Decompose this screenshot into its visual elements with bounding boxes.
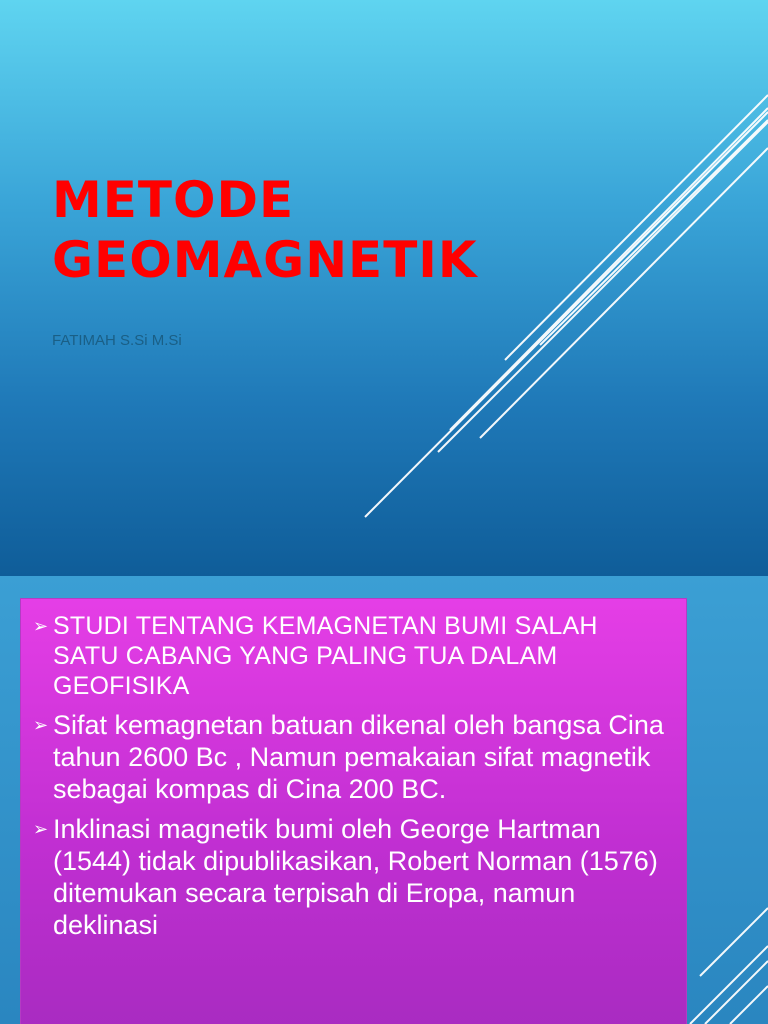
bullet-list	[21, 599, 686, 941]
bullet-item	[33, 611, 668, 701]
content-panel	[20, 598, 687, 1024]
arrow-bullet-icon: ➢	[33, 616, 49, 636]
bullet-item	[33, 813, 668, 941]
content-slide	[0, 576, 768, 1024]
slide-subtitle: FATIMAH S.Si M.Si	[52, 332, 182, 349]
arrow-bullet-icon: ➢	[33, 715, 49, 735]
bullet-text: Sifat kemagnetan batuan dikenal oleh bangsa Cina tahun 2600 Bc , Namun pemakaian sifat magnetik sebagai kompas di Cina 200 BC.	[53, 710, 664, 804]
title-line-2: GEOMAGNETIK	[52, 231, 478, 289]
bullet-text: Inklinasi magnetik bumi oleh George Hartman (1544) tidak dipublikasikan, Robert Norman (1576) ditemukan secara terpisah di Eropa, namun deklinasi	[53, 814, 658, 940]
title-line-1: METODE	[52, 171, 295, 229]
slide-title	[52, 170, 478, 290]
arrow-bullet-icon: ➢	[33, 819, 49, 839]
bullet-item	[33, 709, 668, 805]
bullet-text: STUDI TENTANG KEMAGNETAN BUMI SALAH SATU CABANG YANG PALING TUA DALAM GEOFISIKA	[53, 612, 598, 700]
